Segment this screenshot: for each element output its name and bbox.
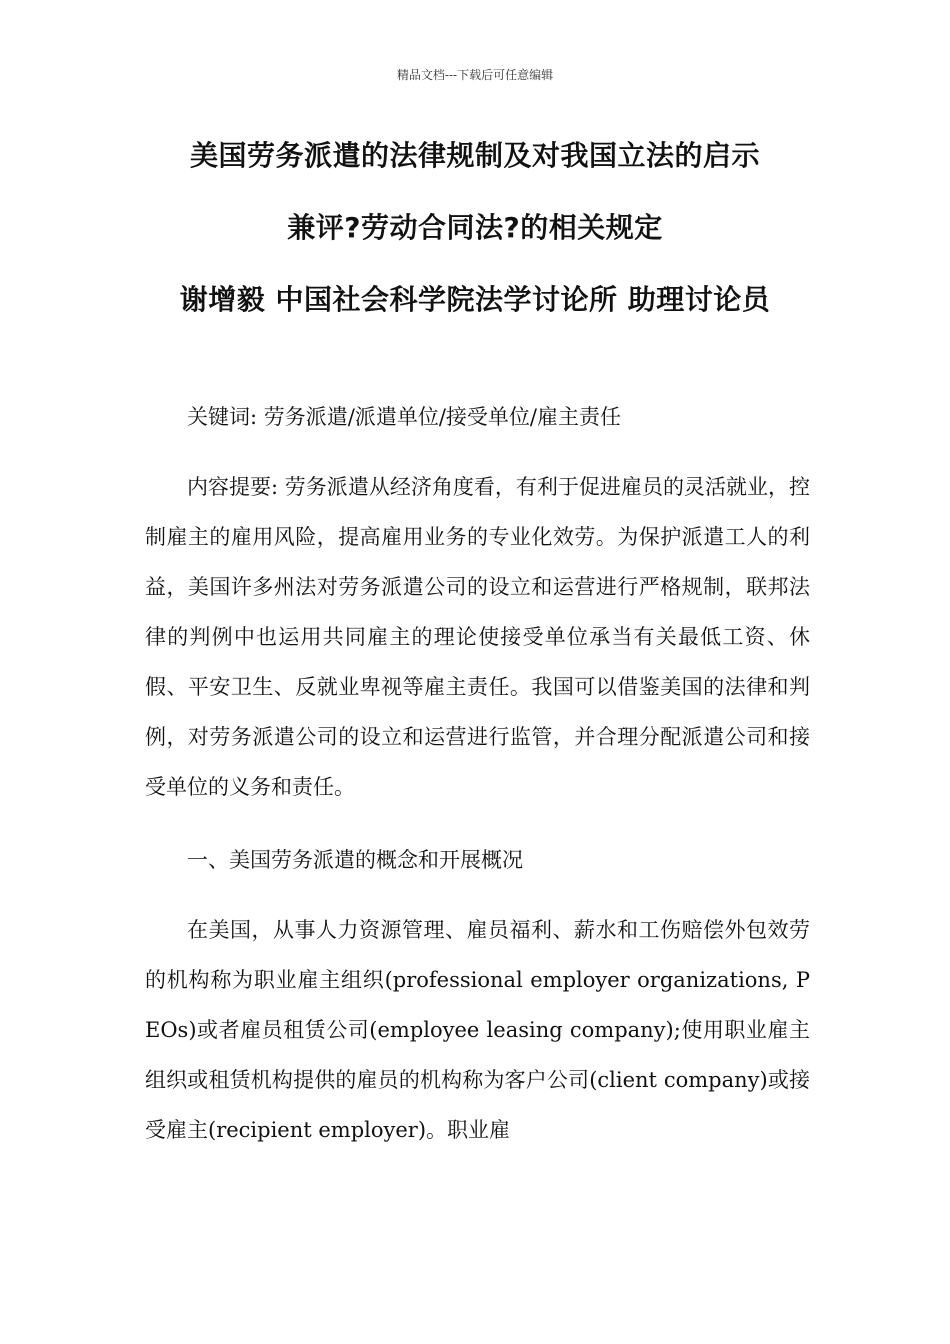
author-line: 谢增毅 中国社会科学院法学讨论所 助理讨论员 [179,283,771,316]
section-heading: 一、美国劳务派遣的概念和开展概况 [187,848,523,872]
header-note: 精品文档---下载后可任意编辑 [396,68,554,82]
title-line-2: 兼评?劳动合同法?的相关规定 [287,211,663,244]
keywords-line: 关键词: 劳务派遣/派遣单位/接受单位/雇主责任 [187,405,621,429]
abstract-paragraph: 内容提要: 劳务派遣从经济角度看，有利于促进雇员的灵活就业，控制雇主的雇用风险，提高雇用业务的专业化效劳。为保护派遣工人的利益，美国许多州法对劳务派遣公司的设立和运营进行严格规制，联邦法律的判例中也运用共同雇主的理论使接受单位承当有关最低工资、休假、平安卫生、反就业卑视等雇主责任。我国可以借鉴美国的法律和判例，对劳务派遣公司的设立和运营进行监管，并合理分配派遣公司和接受单位的义务和责任。 [145,475,810,799]
title-line-1: 美国劳务派遣的法律规制及对我国立法的启示 [189,139,760,172]
body-paragraph: 在美国，从事人力资源管理、雇员福利、薪水和工伤赔偿外包效劳的机构称为职业雇主组织(professional employer organizations, PEOs)或者雇员租赁公司(employee leasing company);使用职业雇主组织或租赁机构提供的雇员的机构称为客户公司(client company)或接受雇主(recipient employer)。职业雇 [145,918,810,1142]
